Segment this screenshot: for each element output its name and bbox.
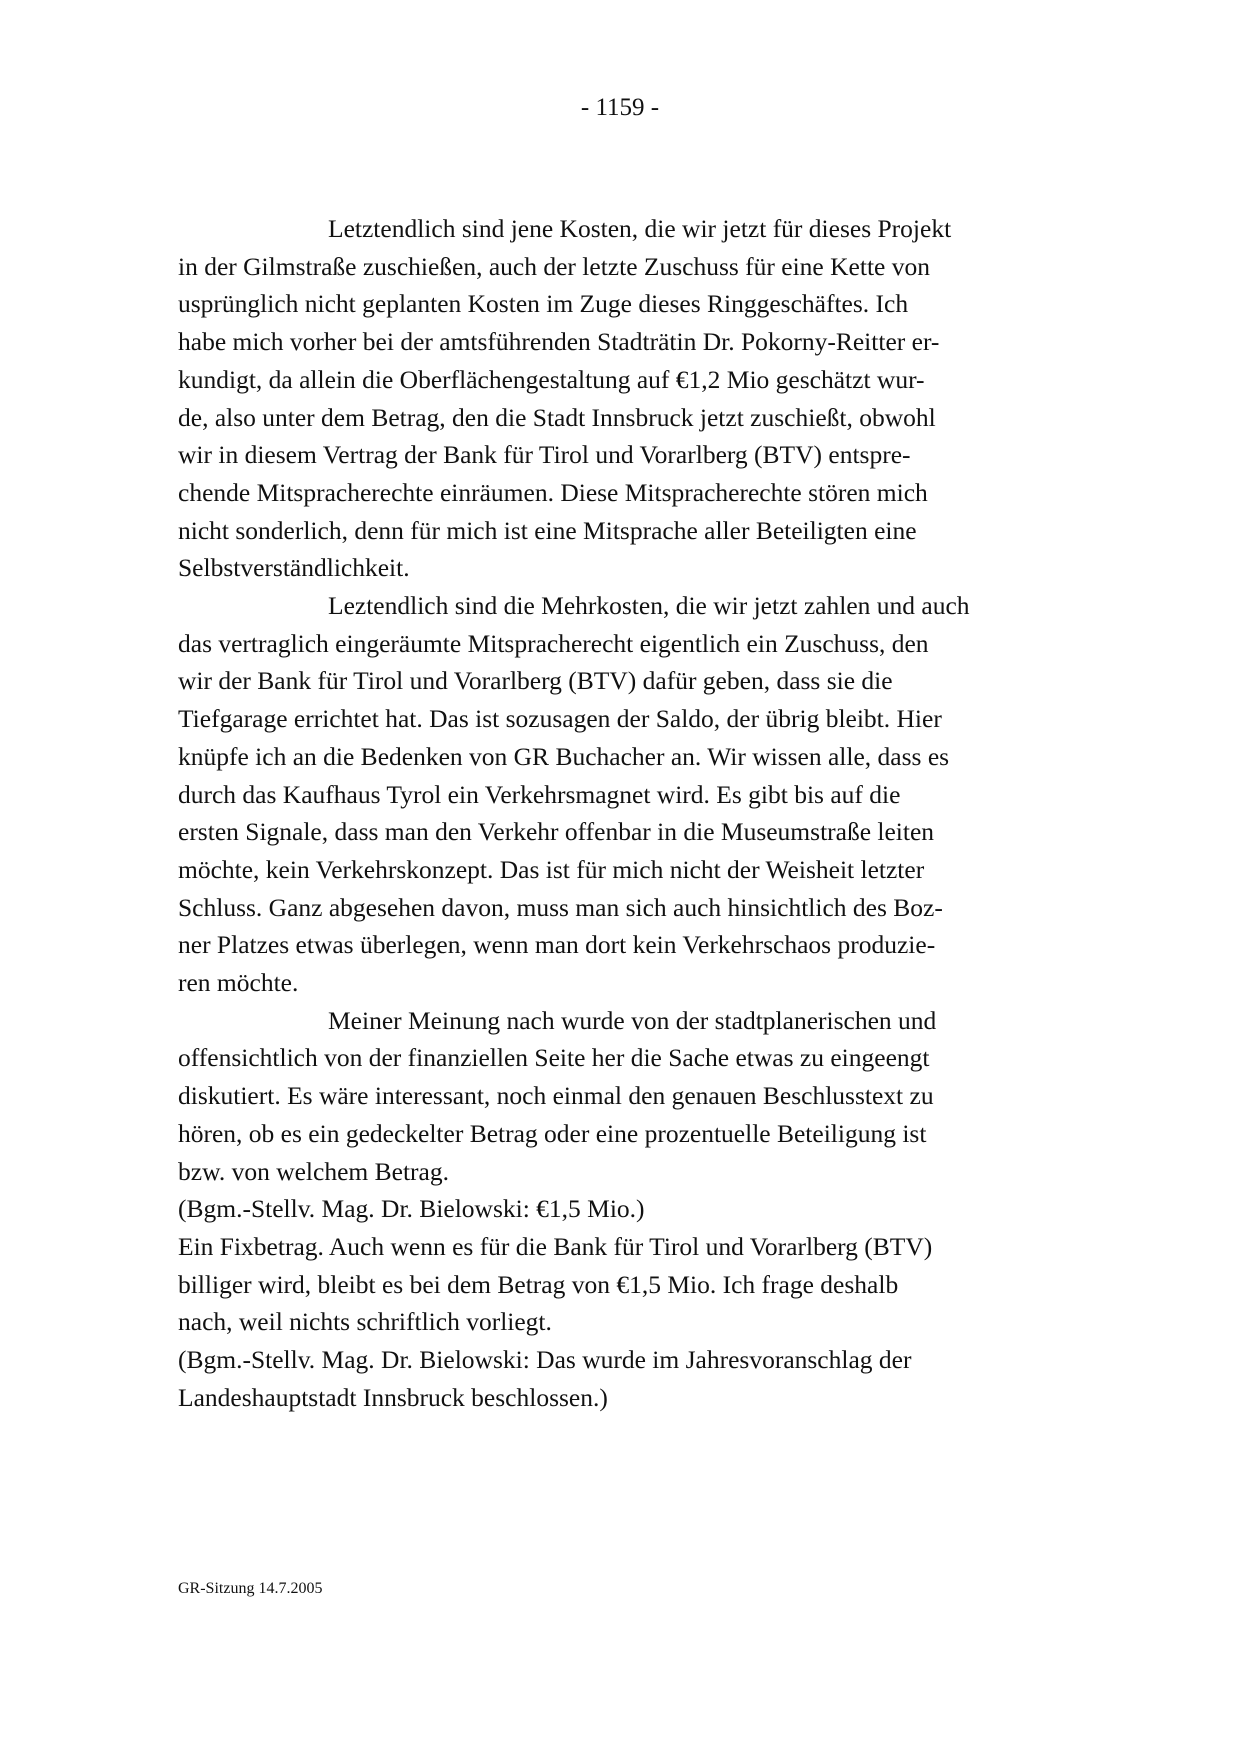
interjection xyxy=(178,1341,1068,1416)
text-line: diskutiert. Es wäre interessant, noch einmal den genauen Beschlusstext zu xyxy=(178,1081,934,1111)
text-line: Ein Fixbetrag. Auch wenn es für die Bank für Tirol und Vorarlberg (BTV) xyxy=(178,1231,933,1261)
text-line: offensichtlich von der finanziellen Seite her die Sache etwas zu eingeengt xyxy=(178,1043,930,1073)
response-paragraph xyxy=(178,1228,1068,1341)
text-line: usprünglich nicht geplanten Kosten im Zuge dieses Ringgeschäftes. Ich xyxy=(178,289,909,319)
text-line: Leztendlich sind die Mehrkosten, die wir jetzt zahlen und auch xyxy=(328,591,970,621)
text-line: hören, ob es ein gedeckelter Betrag oder eine prozentuelle Beteiligung ist xyxy=(178,1118,927,1148)
text-line: Tiefgarage errichtet hat. Das ist sozusagen der Saldo, der übrig bleibt. Hier xyxy=(178,704,942,734)
page-footer: GR-Sitzung 14.7.2005 xyxy=(178,1580,323,1597)
text-line: kundigt, da allein die Oberflächengestaltung auf €1,2 Mio geschätzt wur- xyxy=(178,364,925,394)
text-line: wir der Bank für Tirol und Vorarlberg (BTV) dafür geben, dass sie die xyxy=(178,666,893,696)
text-line: Schluss. Ganz abgesehen davon, muss man sich auch hinsichtlich des Boz- xyxy=(178,892,943,922)
text-line: Meiner Meinung nach wurde von der stadtplanerischen und xyxy=(328,1005,937,1035)
text-line: ren möchte. xyxy=(178,968,299,998)
text-line: wir in diesem Vertrag der Bank für Tirol und Vorarlberg (BTV) entspre- xyxy=(178,440,911,470)
paragraph-1 xyxy=(178,210,1068,587)
text-line: ersten Signale, dass man den Verkehr offenbar in die Museumstraße leiten xyxy=(178,817,935,847)
text-line: (Bgm.-Stellv. Mag. Dr. Bielowski: Das wurde im Jahresvoranschlag der xyxy=(178,1345,912,1375)
text-line: Landeshauptstadt Innsbruck beschlossen.) xyxy=(178,1382,608,1412)
paragraph-2 xyxy=(178,587,1068,1002)
text-line: möchte, kein Verkehrskonzept. Das ist für mich nicht der Weisheit letzter xyxy=(178,854,925,884)
text-line: nicht sonderlich, denn für mich ist eine Mitsprache aller Beteiligten eine xyxy=(178,515,917,545)
text-line: habe mich vorher bei der amtsführenden Stadträtin Dr. Pokorny-Reitter er- xyxy=(178,327,940,357)
text-line: knüpfe ich an die Bedenken von GR Buchacher an. Wir wissen alle, dass es xyxy=(178,741,950,771)
page-number: - 1159 - xyxy=(580,94,660,121)
text-line: das vertraglich eingeräumte Mitspracherecht eigentlich ein Zuschuss, den xyxy=(178,628,929,658)
document-body xyxy=(178,210,1068,1417)
text-line: de, also unter dem Betrag, den die Stadt Innsbruck jetzt zuschießt, obwohl xyxy=(178,402,936,432)
text-line: nach, weil nichts schriftlich vorliegt. xyxy=(178,1307,552,1337)
text-line: ner Platzes etwas überlegen, wenn man dort kein Verkehrschaos produzie- xyxy=(178,930,936,960)
text-line: chende Mitspracherechte einräumen. Diese Mitspracherechte stören mich xyxy=(178,477,928,507)
text-line: billiger wird, bleibt es bei dem Betrag von €1,5 Mio. Ich frage deshalb xyxy=(178,1269,899,1299)
text-line: bzw. von welchem Betrag. xyxy=(178,1156,449,1186)
text-line: Selbstverständlichkeit. xyxy=(178,553,410,583)
text-line: in der Gilmstraße zuschießen, auch der letzte Zuschuss für eine Kette von xyxy=(178,251,930,281)
text-line: durch das Kaufhaus Tyrol ein Verkehrsmagnet wird. Es gibt bis auf die xyxy=(178,779,901,809)
text-line: Letztendlich sind jene Kosten, die wir jetzt für dieses Projekt xyxy=(328,214,952,243)
interjection: (Bgm.-Stellv. Mag. Dr. Bielowski: €1,5 Mio.) xyxy=(178,1194,645,1224)
paragraph-3 xyxy=(178,1002,1068,1191)
